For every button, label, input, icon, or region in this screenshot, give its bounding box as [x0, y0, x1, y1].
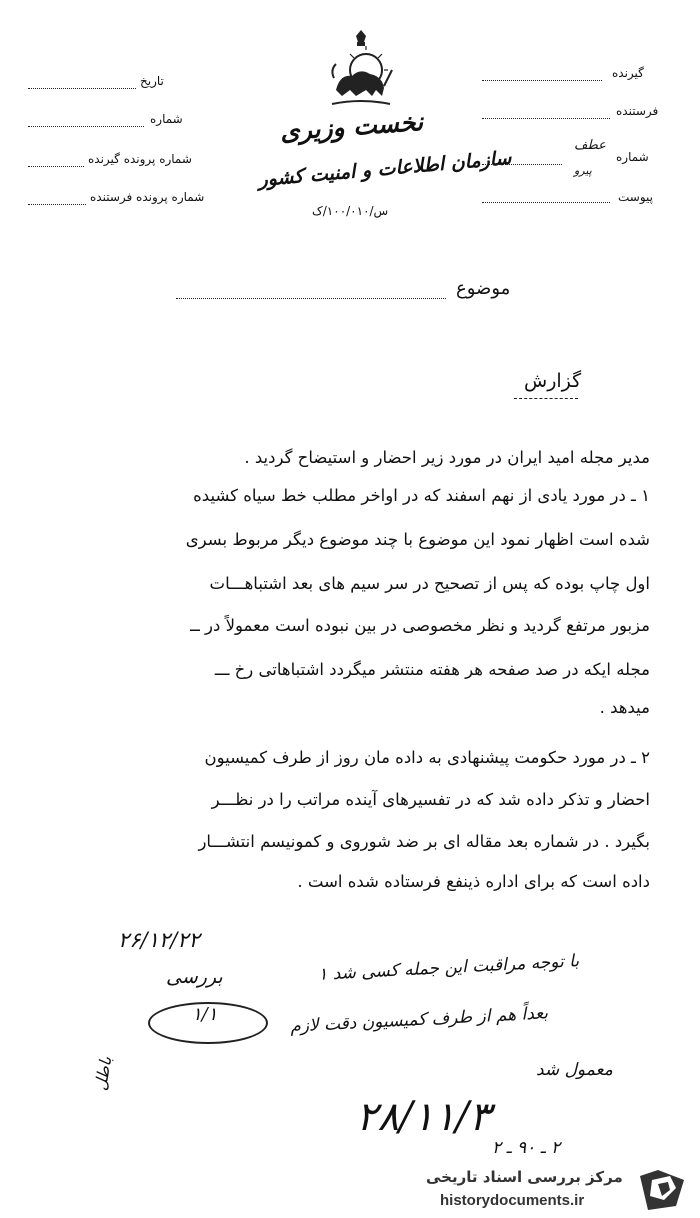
body-line-11: داده است که برای اداره ذینفع فرستاده شده است .: [297, 872, 650, 891]
field-number-label: شماره: [150, 112, 183, 126]
field-sender-file-line: [28, 204, 86, 205]
org-subtitle: سازمان اطلاعات و امنیت کشور: [257, 146, 513, 192]
subject-label: موضوع: [456, 278, 511, 299]
report-heading-underline: [514, 398, 578, 399]
body-line-9: احضار و تذکر داده شد که در تفسیرهای آینده مراتب را در نظـــر: [211, 790, 650, 809]
handwritten-circled-number: ۱/۱: [192, 1004, 218, 1025]
field-date-line: [28, 88, 136, 89]
watermark: [400, 1164, 696, 1216]
handwritten-note-line-1: با توجه مراقبت این جمله کسی شد ۱: [317, 951, 580, 985]
field-recipient-label: گیرنده: [612, 66, 644, 80]
body-line-6: مجله ایکه در صد صفحه هر هفته منتشر میگردد اشتباهاتی رخ ـــ: [214, 660, 650, 679]
field-sender-label: فرستنده: [616, 104, 659, 118]
field-ref-number-label: شماره: [616, 150, 649, 164]
subject-line: [176, 298, 446, 299]
handwritten-note-code: ۲ ـ ۹۰ ـ ۲: [492, 1138, 561, 1158]
field-ref-handwritten-atf: عطف: [574, 138, 606, 153]
history-documents-logo-icon: [636, 1166, 690, 1214]
body-line-3: شده است اظهار نمود این موضوع با چند موضوع دیگر مربوط بسری: [185, 530, 650, 549]
watermark-title: مرکز بررسی اسناد تاریخی: [426, 1168, 623, 1186]
body-line-5: مزبور مرتفع گردید و نظر مخصوصی در بین نبوده است معمولاً در ــ: [190, 616, 650, 635]
handwritten-note-line-2: بعداً هم از طرف کمیسیون دقت لازم: [289, 1003, 549, 1037]
handwritten-circled-word: بررسی: [166, 966, 223, 988]
field-number-line: [28, 126, 144, 127]
field-ref-handwritten-peyro: پیرو: [574, 164, 592, 177]
body-line-4: اول چاپ بوده که پس از تصحیح در سر سیم های بعد اشتباهـــات: [209, 574, 650, 593]
field-sender-line: [482, 118, 610, 119]
org-title: نخست وزیری: [279, 107, 424, 146]
field-recipient-file-line: [28, 166, 84, 167]
body-line-2: ۱ ـ در مورد یادی از نهم اسفند که در اواخر مطلب خط سیاه کشیده: [193, 486, 650, 505]
handwritten-date: ۲۶/۱۲/۲۲: [118, 928, 200, 952]
report-heading: گزارش: [524, 370, 582, 392]
field-date-label: تاریخ: [140, 74, 164, 88]
handwritten-left-margin: باطل: [90, 1055, 116, 1092]
watermark-url: historydocuments.ir: [440, 1192, 585, 1209]
field-sender-file-label: شماره پرونده فرستنده: [90, 190, 205, 204]
org-code: س/۱۰۰/۰۱۰/ک: [312, 204, 389, 218]
handwritten-note-line-3: معمول شد: [536, 1060, 613, 1080]
body-line-8: ۲ ـ در مورد حکومت پیشنهادی به داده مان روز از طرف کمیسیون: [204, 748, 650, 767]
lion-and-sun-emblem-icon: [326, 30, 396, 110]
field-ref-number-line: [482, 164, 562, 165]
handwritten-note-number: ۲۸/۱۱/۳: [356, 1094, 491, 1140]
field-attachment-line: [482, 202, 610, 203]
field-attachment-label: پیوست: [618, 190, 653, 204]
body-line-7: میدهد .: [599, 698, 650, 717]
body-line-1: مدیر مجله امید ایران در مورد زیر احضار و استیضاح گردید .: [244, 448, 650, 467]
body-line-10: بگیرد . در شماره بعد مقاله ای بر ضد شوروی و کمونیسم انتشـــار: [198, 832, 650, 851]
field-recipient-file-label: شماره پرونده گیرنده: [88, 152, 192, 166]
field-recipient-line: [482, 80, 602, 81]
